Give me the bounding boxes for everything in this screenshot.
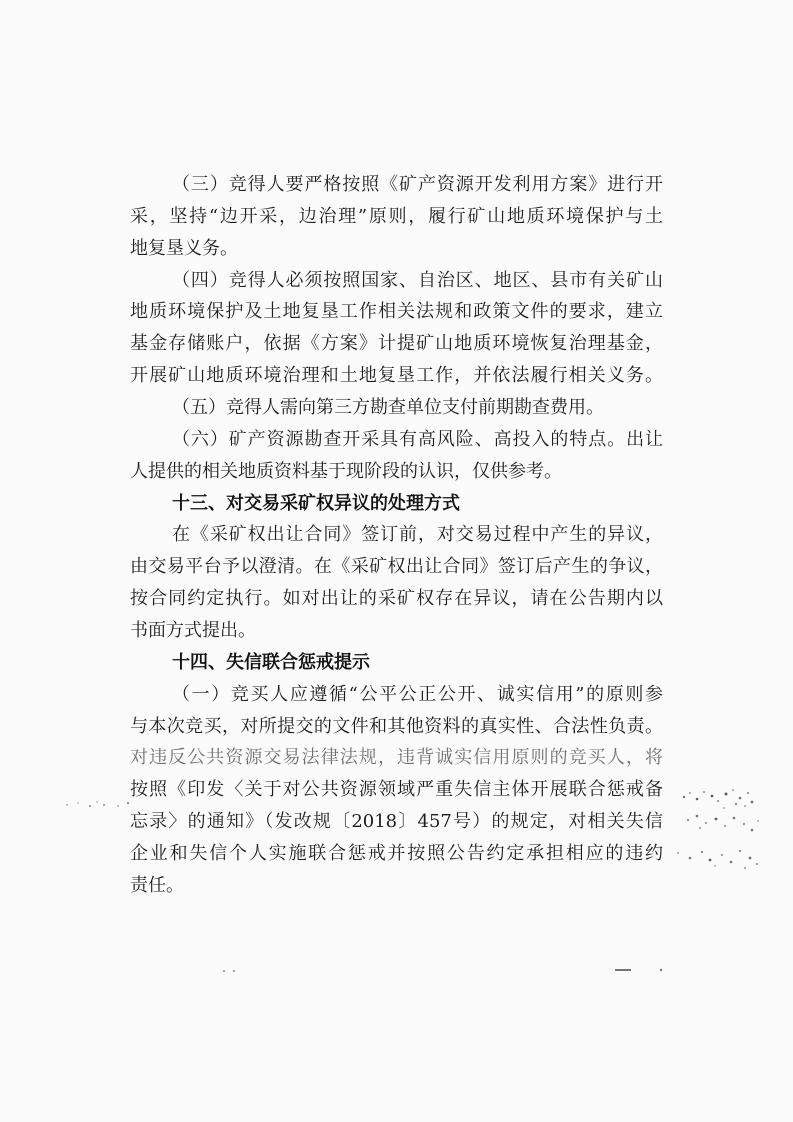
paragraph-objection-handling: [130, 519, 663, 646]
body-text-line: 按合同约定执行。如对出让的采矿权存在异议，请在公告期内以: [130, 588, 663, 610]
paragraph-credit-penalty: [130, 679, 663, 902]
body-text-line: 责任。: [130, 874, 184, 896]
body-text-line: 对违反公共资源交易法律法规，违背诚实信用原则的竞买人，将: [130, 747, 663, 769]
paragraph-clause-4: [130, 265, 663, 392]
body-text-line: （五）竞得人需向第三方勘查单位支付前期勘查费用。: [172, 397, 604, 419]
paragraph-clause-5: [130, 392, 663, 424]
body-text-line: （四）竞得人必须按照国家、自治区、地区、县市有关矿山: [172, 269, 663, 291]
body-text-line: 按照《印发〈关于对公共资源领域严重失信主体开展联合惩戒备: [130, 779, 663, 801]
body-text-line: （一）竞买人应遵循“公平公正公开、诚实信用”的原则参: [172, 683, 663, 705]
body-text-line: 采，坚持“边开采，边治理”原则，履行矿山地质环境保护与土: [130, 205, 663, 227]
body-text-line: （六）矿产资源勘查开采具有高风险、高投入的特点。出让: [172, 428, 663, 450]
body-text-line: 由交易平台予以澄清。在《采矿权出让合同》签订后产生的争议，: [130, 556, 663, 578]
body-text-line: 人提供的相关地质资料基于现阶段的认识，仅供参考。: [130, 460, 562, 482]
body-text-line: 在《采矿权出让合同》签订前，对交易过程中产生的异议，: [172, 524, 663, 546]
body-text-line: （三）竞得人要严格按照《矿产资源开发利用方案》进行开: [172, 174, 663, 195]
body-text-line: 地质环境保护及土地复垦工作相关法规和政策文件的要求，建立: [130, 301, 663, 323]
body-text-line: 地复垦义务。: [130, 237, 238, 259]
body-text-line: 企业和失信个人实施联合惩戒并按照公告约定承担相应的违约: [130, 843, 663, 865]
body-text-line: 基金存储账户，依据《方案》计提矿山地质环境恢复治理基金，: [130, 333, 663, 355]
body-text-line: 开展矿山地质环境治理和土地复垦工作，并依法履行相关义务。: [130, 365, 663, 387]
section-heading-14: 十四、失信联合惩戒提示: [172, 651, 370, 673]
paragraph-clause-3: [130, 169, 663, 265]
body-text-line: 书面方式提出。: [130, 620, 256, 642]
section-heading-13: 十三、对交易采矿权异议的处理方式: [172, 492, 460, 514]
body-text-line: 与本次竞买，对所提交的文件和其他资料的真实性、合法性负责。: [130, 715, 663, 737]
paragraph-clause-6: [130, 424, 663, 488]
document-body: [130, 169, 663, 902]
body-text-line: 忘录〉的通知》（发改规〔2018〕457号）的规定，对相关失信: [130, 811, 663, 833]
